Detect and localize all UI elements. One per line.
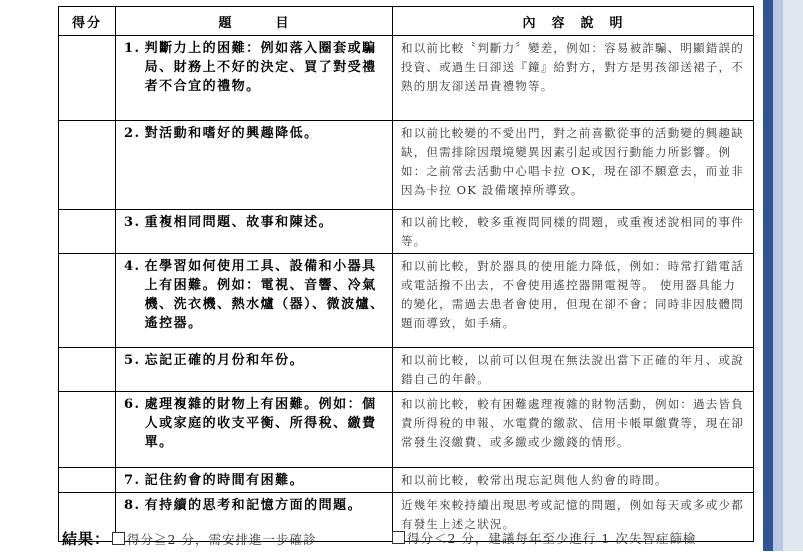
item-number: 5.	[124, 353, 141, 368]
item-cell	[116, 468, 393, 493]
item-number: 6.	[124, 397, 141, 412]
table-row	[59, 210, 754, 254]
item-cell	[116, 210, 393, 254]
description-cell: 和以前比較，對於器具的使用能力降低，例如：時常打錯電話或電話撥不出去，不會使用遙控器開電視等。 使用器具能力的變化，需過去患者會使用，但現在卻不會；同時非因肢體問題而導致，如手痛。	[393, 254, 754, 348]
item-cell	[116, 254, 393, 348]
table-row	[59, 392, 754, 468]
description-cell: 和以前比較，較常出現忘記與他人約會的時間。	[393, 468, 754, 493]
header-item: 題目	[116, 7, 393, 36]
item-number: 3.	[124, 215, 141, 230]
description-cell: 和以前比較，較有困難處理複雜的財物活動，例如：過去皆負責所得稅的申報、水電費的繳款、信用卡帳單繳費等，現在卻常發生沒繳費、或多繳或少繳錢的情形。	[393, 392, 754, 468]
score-cell[interactable]	[59, 392, 116, 468]
result-section	[62, 528, 762, 550]
description-cell: 和以前比較，以前可以但現在無法說出當下正確的年月、或說錯自己的年齡。	[393, 348, 754, 392]
item-number: 7.	[124, 473, 141, 488]
table-header-row	[59, 7, 754, 36]
description-cell: 和以前比較變的不愛出門，對之前喜歡從事的活動變的興趣缺缺，但需排除因環境變異因素引起或因行動能力所影響。例如：之前常去活動中心唱卡拉 OK，現在卻不願意去，而並非因為卡拉 OK 設備壞掉所導致。	[393, 121, 754, 210]
result-option-annual-screening-text: 得分＜2 分，建議每年至少進行 1 次失智症篩檢	[407, 531, 697, 546]
checkbox-annual-screening[interactable]	[392, 531, 405, 544]
item-number: 2.	[124, 126, 141, 141]
item-text: 重複相同問題、故事和陳述。	[144, 215, 334, 230]
table-row	[59, 121, 754, 210]
item-text: 記住約會的時間有困難。	[144, 473, 305, 488]
item-text: 忘記正確的月份和年份。	[144, 353, 305, 368]
page-edge-light	[773, 0, 783, 551]
header-description: 內容說明	[393, 7, 754, 36]
item-text: 對活動和嗜好的興趣降低。	[144, 126, 319, 141]
item-number: 8.	[124, 498, 141, 513]
result-option-annual-screening[interactable]	[392, 528, 696, 550]
item-number: 1.	[124, 41, 141, 56]
result-option-refer-text: 得分≧2 分，需安排進一步確診	[127, 532, 317, 547]
score-cell[interactable]	[59, 36, 116, 121]
table-row	[59, 36, 754, 121]
score-cell[interactable]	[59, 210, 116, 254]
item-cell	[116, 348, 393, 392]
item-cell	[116, 121, 393, 210]
header-score: 得分	[59, 7, 116, 36]
description-cell: 和以前比較，較多重複問同樣的問題，或重複述說相同的事件等。	[393, 210, 754, 254]
score-cell[interactable]	[59, 254, 116, 348]
result-label: 結果：	[62, 530, 111, 548]
page-edge-bar	[763, 0, 803, 551]
page-edge-accent	[763, 0, 773, 551]
checkbox-refer[interactable]	[112, 532, 125, 545]
ad8-questionnaire-table	[58, 6, 754, 542]
table-row	[59, 468, 754, 493]
score-cell[interactable]	[59, 121, 116, 210]
table-row	[59, 254, 754, 348]
item-text: 判斷力上的困難：例如落入圈套或騙局、財務上不好的決定、買了對受禮者不合宜的禮物。	[144, 41, 377, 94]
item-number: 4.	[124, 259, 141, 274]
item-text: 有持續的思考和記憶方面的問題。	[144, 498, 363, 513]
item-text: 處理複雜的財物上有困難。例如：個人或家庭的收支平衡、所得稅、繳費單。	[144, 397, 377, 450]
score-cell[interactable]	[59, 468, 116, 493]
item-cell	[116, 392, 393, 468]
table-row	[59, 348, 754, 392]
score-cell[interactable]	[59, 348, 116, 392]
result-option-refer[interactable]	[112, 529, 316, 551]
item-cell	[116, 36, 393, 121]
description-cell: 近幾年來較持續出現思考或記憶的問題，例如每天或多或少都有發生上述之狀況。	[393, 493, 754, 542]
description-cell: 和以前比較〝判斷力〞變差，例如：容易被詐騙、明顯錯誤的投資、或過生日卻送『鐘』給對方，對方是男孩卻送裙子，不熟的朋友卻送昂貴禮物等。	[393, 36, 754, 121]
item-text: 在學習如何使用工具、設備和小器具上有困難。例如：電視、音響、冷氣機、洗衣機、熱水爐（器）、微波爐、遙控器。	[144, 259, 385, 331]
